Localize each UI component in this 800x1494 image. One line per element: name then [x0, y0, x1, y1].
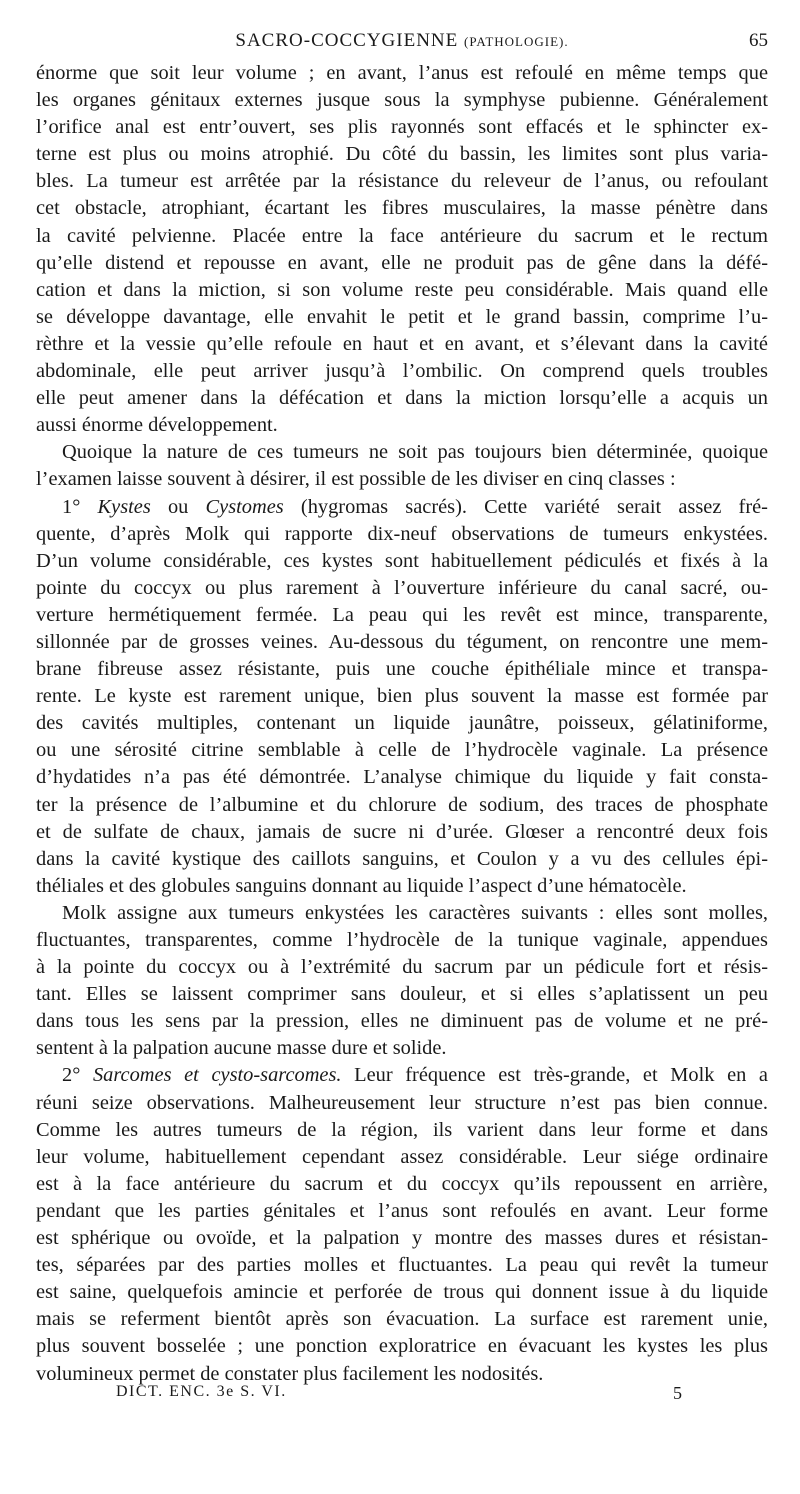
text-line: brane fibreuse assez résistante, puis une couche épithéliale mince et transpa-: [36, 658, 768, 681]
text-line: à la pointe du coccyx ou à l’extrémité du sacrum par un pédicule fort et résis-: [36, 956, 768, 979]
section-number: 2°: [62, 1064, 81, 1087]
text-line: théliales et des globules sanguins donnant au liquide l’aspect d’une hématocèle.: [36, 874, 687, 897]
body-text: [36, 60, 768, 1388]
section-lead-text: Leur fréquence est très-grande, et Molk en a: [341, 1064, 768, 1087]
text-line: ou une sérosité citrine semblable à celle de l’hydrocèle vaginale. La présence: [36, 739, 768, 762]
text-line: Molk assigne aux tumeurs enkystées les caractères suivants : elles sont molles,: [62, 901, 768, 924]
text-line: réuni seize observations. Malheureusement leur structure n’est pas bien connue.: [36, 1091, 768, 1114]
text-line: pointe du coccyx ou plus rarement à l’ouverture inférieure du canal sacré, ou-: [36, 576, 768, 599]
text-line: est à la face antérieure du sacrum et du coccyx qu’ils repoussent en arrière,: [36, 1172, 768, 1195]
text-line: elle peut amener dans la défécation et dans la miction lorsqu’elle a acquis un: [36, 387, 768, 410]
text-line: dans tous les sens par la pression, elles ne diminuent pas de volume et ne pré-: [36, 1010, 768, 1033]
text-line: quente, d’après Molk qui rapporte dix-neuf observations de tumeurs enkystées.: [36, 522, 768, 545]
text-line: énorme que soit leur volume ; en avant, l’anus est refoulé en même temps que: [36, 62, 768, 84]
text-line: fluctuantes, transparentes, comme l’hydrocèle de la tunique vaginale, appendues: [36, 929, 768, 951]
text-line: les organes génitaux externes jusque sous la symphyse pubienne. Généralement: [36, 89, 768, 112]
paragraph-2-lead-line: [36, 494, 768, 521]
text-line: volumineux permet de constater plus facilement les nodosités.: [36, 1362, 544, 1385]
text-line: Quoique la nature de ces tumeurs ne soit pas toujours bien déterminée, quoique: [62, 441, 768, 464]
text-line: rèthre et la vessie qu’elle refoule en haut et en avant, et s’élevant dans la cavité: [36, 332, 768, 355]
text-line: est saine, quelquefois amincie et perforée de trous qui donnent issue à du liquide: [36, 1281, 768, 1304]
text-line: aussi énorme développement.: [36, 414, 278, 437]
text-line: terne est plus ou moins atrophié. Du côté du bassin, les limites sont plus varia-: [36, 143, 768, 166]
text-line: leur volume, habituellement cependant assez considérable. Leur siége ordinaire: [36, 1145, 768, 1168]
section-number: 1°: [62, 495, 81, 518]
text-line: la cavité pelvienne. Placée entre la face antérieure du sacrum et le rectum: [36, 224, 768, 247]
text-line: dans la cavité kystique des caillots sanguins, et Coulon y a vu des cellules épi-: [36, 847, 768, 870]
text-line: abdominale, elle peut arriver jusqu’à l’ombilic. On comprend quels troubles: [36, 360, 768, 383]
text-line: qu’elle distend et repousse en avant, elle ne produit pas de gêne dans la défé-: [36, 251, 768, 274]
section-title-alt: Cystomes: [205, 495, 284, 518]
text-line: est sphérique ou ovoïde, et la palpation y montre des masses dures et résistan-: [36, 1227, 768, 1250]
printer-signature: DICT. ENC. 3e S. VI.: [116, 1383, 287, 1400]
text-line: mais se referment bientôt après son évacuation. La surface est rarement unie,: [36, 1308, 768, 1331]
text-line: plus souvent bosselée ; une ponction exploratrice en évacuant les kystes les plus: [36, 1335, 768, 1358]
header-title: SACRO-COCCYGIENNE: [235, 30, 459, 51]
section-lead-text: (hygromas sacrés). Cette variété serait assez fré-: [283, 495, 768, 518]
text-line: ter la présence de l’albumine et du chlorure de sodium, des traces de phosphate: [36, 793, 768, 816]
text-line: tant. Elles se laissent comprimer sans douleur, et si elles s’aplatissent un peu: [36, 983, 768, 1006]
text-line: rente. Le kyste est rarement unique, bien plus souvent la masse est formée par: [36, 685, 768, 708]
running-header: [36, 30, 768, 56]
section-title: Sarcomes et cysto-sarcomes.: [92, 1064, 342, 1087]
text-line: tes, séparées par des parties molles et fluctuantes. La peau qui revêt la tumeur: [36, 1254, 768, 1277]
text-line: sillonnée par de grosses veines. Au-dessous du tégument, on rencontre une mem-: [36, 630, 768, 653]
section-title-joiner: ou: [150, 495, 206, 518]
page-number: 65: [749, 30, 768, 51]
text-line: des cavités multiples, contenant un liquide jaunâtre, poisseux, gélatiniforme,: [36, 712, 768, 735]
text-line: verture hermétiquement fermée. La peau qui les revêt est mince, transparente,: [36, 603, 768, 626]
text-line: bles. La tumeur est arrêtée par la résistance du releveur de l’anus, ou refoulant: [36, 170, 768, 193]
running-title: [36, 30, 768, 52]
text-line: sentent à la palpation aucune masse dure et solide.: [36, 1037, 447, 1060]
text-line: cation et dans la miction, si son volume reste peu considérable. Mais quand elle: [36, 278, 768, 301]
footer: [36, 1383, 768, 1409]
text-line: et de sulfate de chaux, jamais de sucre ni d’urée. Glœser a rencontré deux fois: [36, 820, 768, 843]
text-line: D’un volume considérable, ces kystes sont habituellement pédiculés et fixés à la: [36, 549, 768, 572]
header-section: (PATHOLOGIE).: [464, 34, 569, 49]
text-line: pendant que les parties génitales et l’anus sont refoulés en avant. Leur forme: [36, 1199, 768, 1222]
text-line: l’examen laisse souvent à désirer, il est possible de les diviser en cinq classes :: [36, 468, 676, 491]
paragraph-4-lead-line: [36, 1062, 768, 1089]
text-line: cet obstacle, atrophiant, écartant les fibres musculaires, la masse pénètre dans: [36, 197, 768, 220]
text-line: Comme les autres tumeurs de la région, ils varient dans leur forme et dans: [36, 1118, 768, 1141]
text-line: l’orifice anal est entr’ouvert, ses plis rayonnés sont effacés et le sphincter ex-: [36, 116, 768, 139]
signature-number: 5: [673, 1383, 682, 1403]
section-title: Kystes: [97, 495, 151, 518]
text-line: se développe davantage, elle envahit le petit et le grand bassin, comprime l’u-: [36, 305, 768, 328]
text-line: d’hydatides n’a pas été démontrée. L’analyse chimique du liquide y fait consta-: [36, 766, 768, 789]
